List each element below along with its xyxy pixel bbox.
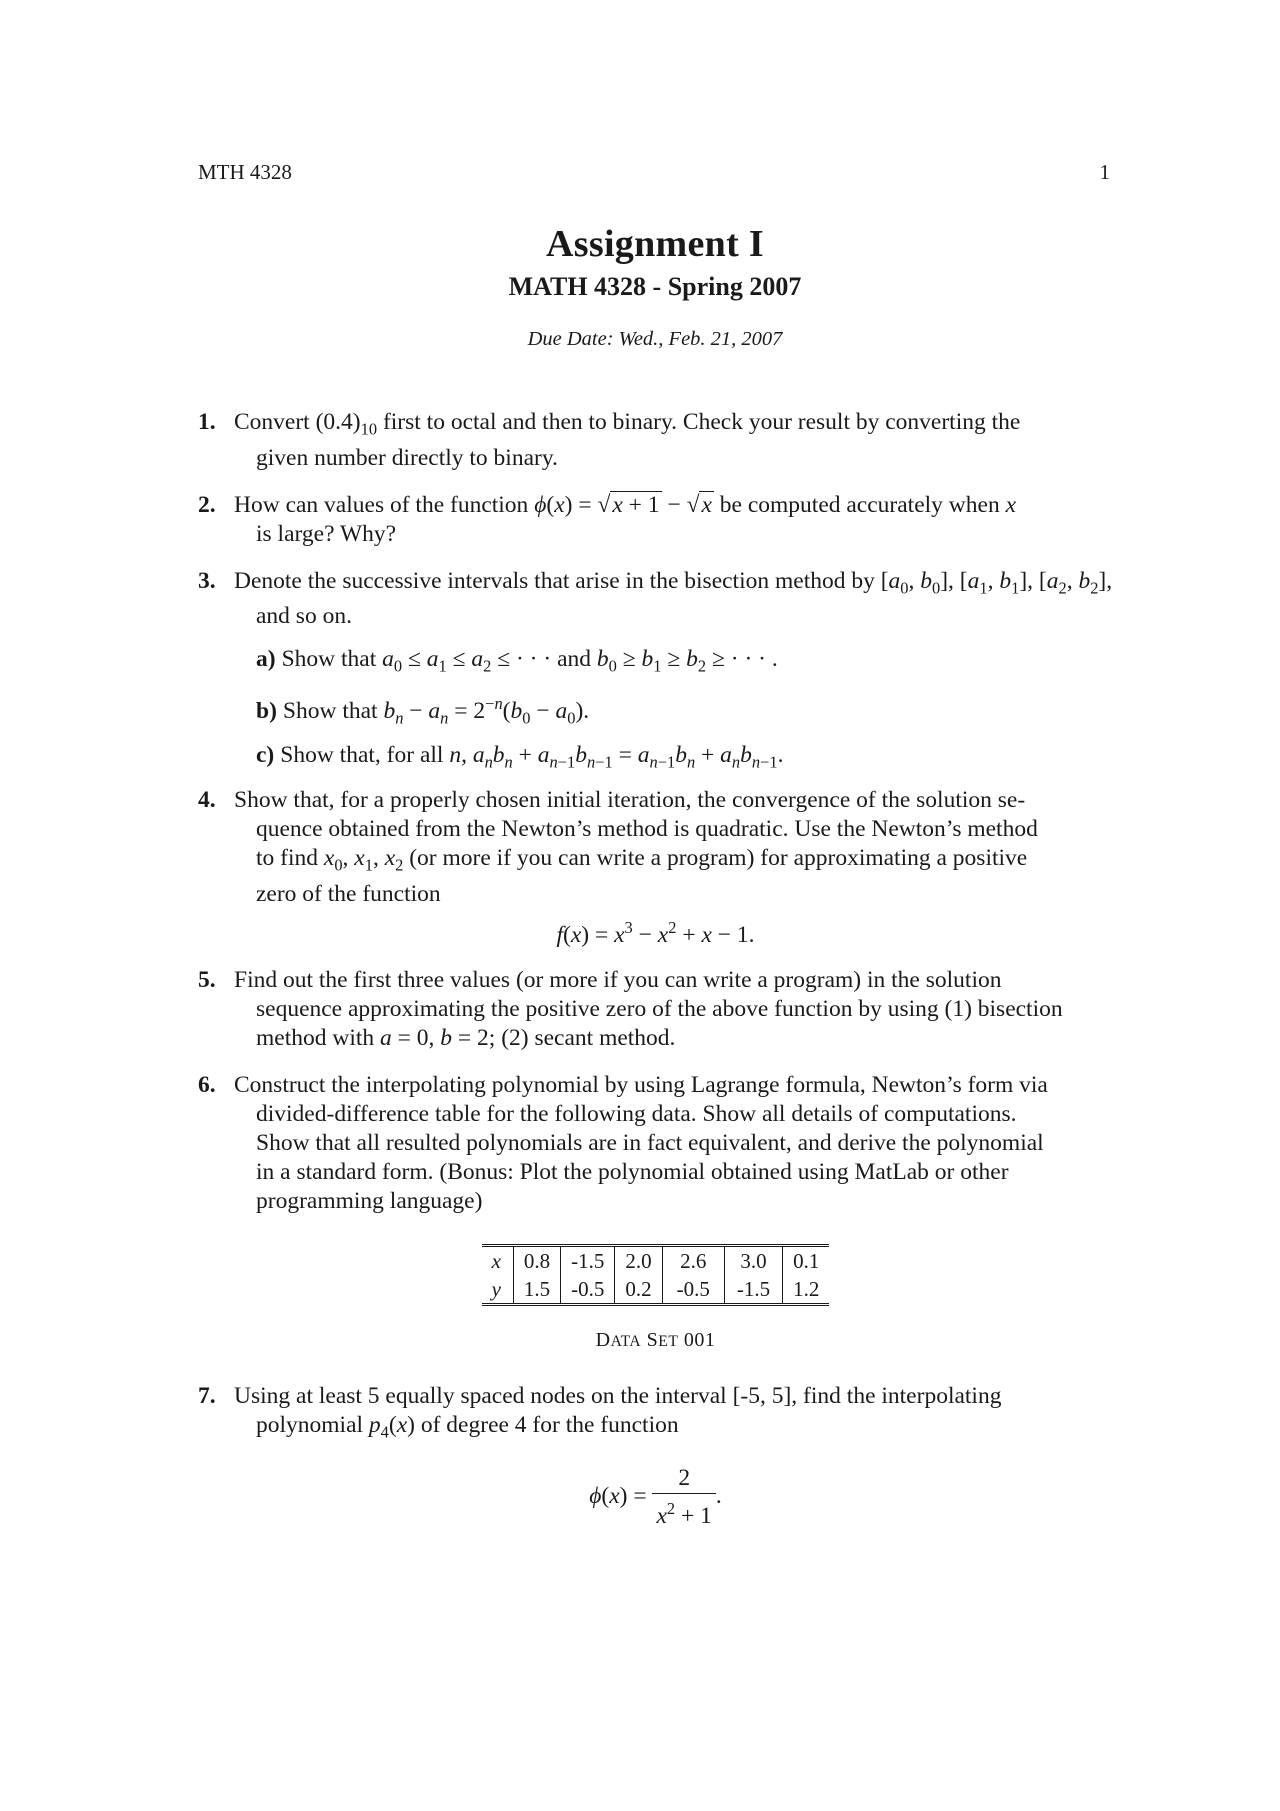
- problem-5-text: Find out the first three values (or more if you can write a program) in the solution sequence approximating the positive zero of the above function by using (1) bisection method with a = 0, b = 2; (2) secant method.: [234, 966, 1063, 1051]
- table-row-x: [482, 1245, 830, 1275]
- due-date: Due Date: Wed., Feb. 21, 2007: [527, 328, 783, 350]
- table-row-y: [482, 1275, 830, 1305]
- table-cell: 2.0: [615, 1245, 662, 1275]
- row-label-x: x: [491, 1248, 501, 1273]
- document-subtitle: MATH 4328 - Spring 2007: [508, 272, 802, 301]
- row-label-y: y: [491, 1276, 501, 1301]
- problem-6: [198, 1071, 1113, 1356]
- problem-1-text: Convert $(0.4)_{10}$ first to octal and then to binary. Check your result by converting the given number directly to binary.: [234, 409, 1021, 471]
- data-table-wrapper: [198, 1244, 1113, 1356]
- problem-number: 2.: [198, 491, 216, 518]
- table-cell: -1.5: [724, 1275, 782, 1305]
- problem-7-text: Using at least 5 equally spaced nodes on the interval [-5, 5], find the interpolating polynomial $p_4(x)$ of degree 4 for the function: [234, 1382, 1002, 1442]
- problem-3-parts: [256, 645, 1113, 776]
- runge-function-equation: ϕ(x) = $\frac{2}{x^2 + 1}$ .: [589, 1465, 722, 1530]
- table-caption: DATA SET 001: [595, 1328, 716, 1351]
- problem-number: 6.: [198, 1071, 216, 1098]
- table-cell: 0.2: [615, 1275, 662, 1305]
- part-b: b) Show that $b_n - a_n = 2^{-n}(b_0 - a_0)$.: [256, 694, 590, 728]
- table-cell: -0.5: [662, 1275, 724, 1305]
- problem-number: 5.: [198, 966, 216, 993]
- table-cell: 3.0: [724, 1245, 782, 1275]
- table-cell: 2.6: [662, 1245, 724, 1275]
- table-cell: -0.5: [561, 1275, 615, 1305]
- problem-number: 3.: [198, 567, 216, 594]
- table-cell: -1.5: [561, 1245, 615, 1275]
- problem-number: 1.: [198, 409, 216, 435]
- problem-4-text: Show that, for a properly chosen initial iteration, the convergence of the solution se- quence obtained from the Newton’s method is quadratic. Use the Newton’s method to find $x_0$, $x_1$, $x_2$ (or more if you can write a program) for approximating a positive zero of the function: [234, 787, 1038, 907]
- newton-function-equation: $f(x) = x^3 - x^2 + x - 1$.: [556, 917, 755, 948]
- problem-4: [198, 786, 1113, 950]
- title-block: [0, 222, 1280, 351]
- part-c: c) Show that, for all n, $a_nb_n + a_{n-1}b_{n-1} = a_{n-1}b_n + a_nb_{n-1}$.: [256, 741, 784, 772]
- problem-2: [198, 491, 1113, 549]
- problem-number: 4.: [198, 787, 216, 814]
- part-a: a) Show that $a_0 \le a_1 \le a_2$ ≤ · · · and $b_0 \ge b_1 \ge b_2$ ≥ · · · .: [256, 646, 778, 677]
- running-header-course: MTH 4328: [198, 160, 292, 184]
- data-table: [482, 1244, 830, 1306]
- problem-3: [198, 567, 1113, 777]
- table-cell: 1.5: [513, 1275, 560, 1305]
- problem-3-text: Denote the successive intervals that arise in the bisection method by [$a_0$, $b_0$], [$a_1$, $b_1$], [$a_2$, $b_2$], and so on.: [234, 567, 1113, 630]
- problem-1: [198, 408, 1113, 473]
- problem-list: [198, 408, 1113, 1531]
- document-title: Assignment I: [546, 223, 764, 265]
- page-number: 1: [1099, 160, 1110, 184]
- problem-5: [198, 966, 1113, 1053]
- table-cell: 0.8: [513, 1245, 560, 1275]
- problem-6-text: Construct the interpolating polynomial by using Lagrange formula, Newton’s form via divided-difference table for the following data. Show all details of computations. Show that all resulted polynomials are in fact equivalent, and derive the polynomial in a standard form. (Bonus: Plot the polynomial obtained using MatLab or other programming language): [234, 1071, 1048, 1214]
- table-cell: 0.1: [783, 1245, 830, 1275]
- problem-7: [198, 1382, 1113, 1532]
- table-cell: 1.2: [783, 1275, 830, 1305]
- problem-2-text: How can values of the function ϕ(x) = √x + 1 − √x be computed accurately when x is large? Why?: [234, 491, 1017, 547]
- problem-number: 7.: [198, 1382, 216, 1409]
